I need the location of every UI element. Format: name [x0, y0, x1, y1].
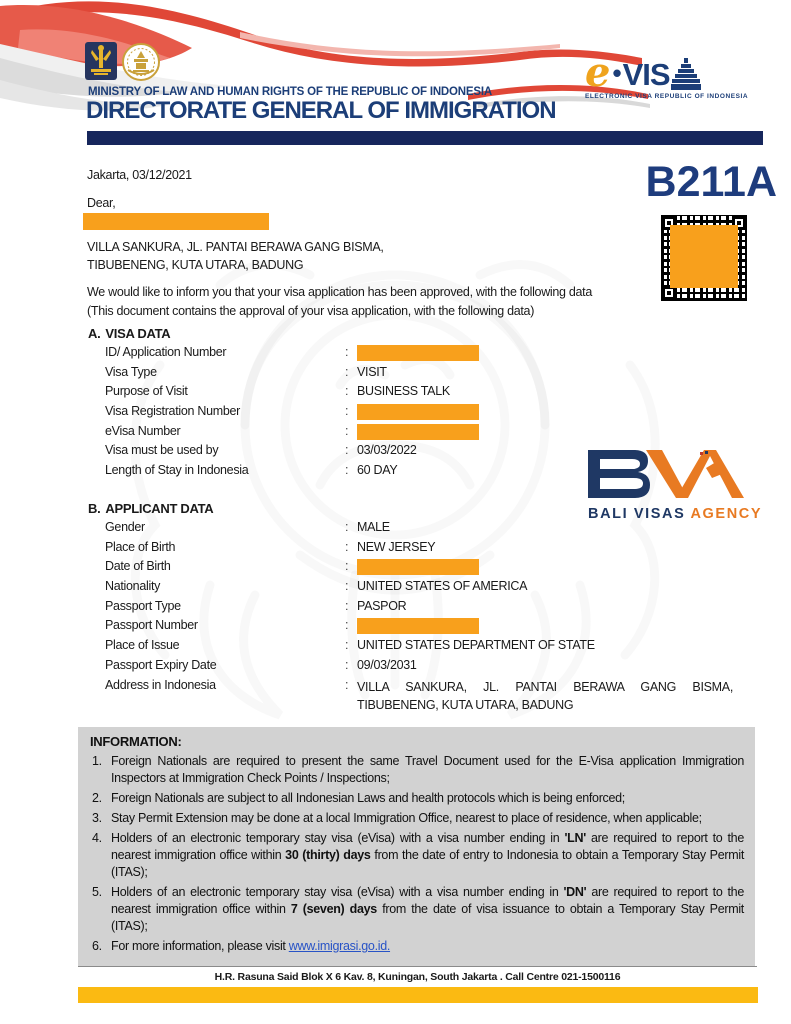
salutation: Dear, [87, 196, 116, 210]
applicant-data-rows [88, 520, 758, 715]
field-value: NEW JERSEY [357, 539, 436, 554]
field-label: Nationality [105, 579, 161, 594]
field-row-passport-expiry-date [88, 658, 758, 678]
field-label: Passport Type [105, 598, 181, 613]
information-text: Holders of an electronic temporary stay visa (eVisa) with a visa number ending in [111, 831, 565, 845]
evisa-logo-tagline: ELECTRONIC VISA REPUBLIC OF INDONESIA [585, 93, 749, 100]
field-row-passport-type [88, 599, 758, 619]
information-item-2 [90, 790, 744, 807]
visa-data-heading [88, 326, 758, 341]
intro-line2: (This document contains the approval of your visa application, with the following data) [87, 303, 535, 318]
field-colon: : [345, 638, 349, 653]
date-line: Jakarta, 03/12/2021 [87, 168, 192, 182]
evisa-logo-dot: • [612, 58, 622, 88]
intro-line1: We would like to inform you that your visa application has been approved, with the following data [87, 285, 593, 299]
information-item-number: 4. [92, 831, 102, 845]
section-letter: B. [88, 501, 101, 516]
information-item-4 [90, 830, 744, 881]
field-colon: : [345, 364, 349, 379]
field-label: Place of Issue [105, 638, 180, 653]
field-row-purpose-of-visit [88, 384, 758, 404]
information-text: from the date of entry to Indonesia to obtain a Temporary Stay Permit (ITAS); [111, 848, 745, 879]
field-label: Address in Indonesia [105, 677, 216, 692]
intro-paragraph [87, 283, 592, 320]
field-row-passport-number [88, 618, 758, 638]
field-row-gender [88, 520, 758, 540]
bva-text-accent: AGENCY [690, 506, 763, 522]
section-title: APPLICANT DATA [105, 501, 214, 516]
information-text: Foreign Nationals are required to present the same Travel Document used for the E-Visa application Immigration Inspectors at Immigration Check Points / Inspections; [111, 754, 744, 785]
bali-visas-agency-logo [588, 450, 763, 522]
information-bold-text: 7 (seven) days [290, 902, 377, 916]
information-heading: INFORMATION: [90, 734, 182, 749]
information-box [78, 727, 755, 967]
information-text: Stay Permit Extension may be done at a local Immigration Office, nearest to place of residence, when applicable; [111, 811, 702, 825]
visa-type-code: B211A [645, 158, 777, 206]
header-divider-bar [87, 131, 763, 145]
immigration-directorate-emblem [120, 42, 162, 82]
information-item-6 [90, 938, 744, 955]
field-colon: : [345, 345, 349, 359]
field-colon: : [345, 657, 349, 672]
footer-divider [78, 966, 757, 967]
field-colon: : [345, 423, 349, 438]
bva-logo-mark [588, 450, 748, 498]
field-label: Visa Type [105, 364, 157, 379]
redacted-value [357, 424, 479, 440]
field-row-nationality [88, 579, 758, 599]
field-value: VILLA SANKURA, JL. PANTAI BERAWA GANG BISMA, TIBUBENENG, KUTA UTARA, BADUNG [357, 679, 733, 712]
section-letter: A. [88, 326, 101, 341]
field-value: BUSINESS TALK [357, 384, 450, 399]
information-bold-text: 30 (thirty) days [285, 848, 371, 862]
field-row-visa-type [88, 365, 758, 385]
ministry-line: MINISTRY OF LAW AND HUMAN RIGHTS OF THE REPUBLIC OF INDONESIA [88, 86, 492, 98]
field-value: 60 DAY [357, 463, 398, 478]
recipient-address-line2: TIBUBENENG, KUTA UTARA, BADUNG [87, 258, 304, 272]
field-value [357, 559, 741, 575]
redacted-recipient-name [83, 213, 269, 230]
redacted-value [357, 404, 479, 420]
qr-code [661, 215, 747, 301]
field-colon: : [345, 539, 349, 554]
field-value: UNITED STATES OF AMERICA [357, 579, 528, 594]
field-colon: : [345, 443, 349, 458]
field-value [357, 404, 741, 420]
information-text: Foreign Nationals are subject to all Indonesian Laws and health protocols which is being enforced; [111, 791, 625, 805]
field-row-place-of-issue [88, 638, 758, 658]
information-item-number: 5. [92, 885, 102, 899]
recipient-address-line1: VILLA SANKURA, JL. PANTAI BERAWA GANG BISMA, [87, 240, 384, 254]
field-label: Purpose of Visit [105, 384, 188, 399]
field-colon: : [345, 677, 349, 692]
field-value: 09/03/2031 [357, 657, 417, 672]
field-value: UNITED STATES DEPARTMENT OF STATE [357, 638, 595, 653]
field-row-evisa-number [88, 424, 758, 444]
information-item-number: 6. [92, 939, 102, 953]
evisa-logo-vis: VIS [622, 57, 670, 92]
evisa-logo-e: e [585, 49, 611, 96]
field-colon: : [345, 384, 349, 399]
footer-gold-bar [78, 987, 758, 1003]
field-colon: : [345, 618, 349, 633]
field-label: Visa must be used by [105, 443, 219, 458]
field-label: Place of Birth [105, 539, 176, 554]
field-label: Gender [105, 520, 145, 534]
ministry-of-law-emblem [85, 42, 117, 80]
field-label: Length of Stay in Indonesia [105, 463, 249, 478]
field-row-address-in-indonesia [88, 678, 758, 715]
field-value: MALE [357, 520, 390, 534]
field-row-visa-registration-number [88, 404, 758, 424]
field-value: VISIT [357, 364, 387, 379]
field-value: 03/03/2022 [357, 443, 417, 458]
field-value [357, 618, 741, 634]
information-text: For more information, please visit [111, 939, 289, 953]
information-text: Holders of an electronic temporary stay visa (eVisa) with a visa number ending in [111, 885, 564, 899]
bva-logo-text [588, 506, 763, 522]
field-colon: : [345, 598, 349, 613]
information-bold-text: 'DN' [563, 885, 587, 899]
information-item-number: 1. [92, 754, 102, 768]
qr-finder-bottom-left [662, 286, 676, 300]
information-bold-text: 'LN' [564, 831, 586, 845]
footer-address: H.R. Rasuna Said Blok X 6 Kav. 8, Kuningan, South Jakarta . Call Centre 021-1500116 [214, 971, 621, 983]
section-title: VISA DATA [105, 326, 171, 341]
temple-icon [671, 58, 701, 90]
redacted-qr-overlay [670, 225, 738, 288]
redacted-value [357, 618, 479, 634]
field-colon: : [345, 520, 349, 534]
field-row-place-of-birth [88, 540, 758, 560]
bva-text-primary: BALI VISAS [588, 506, 686, 522]
information-text: are required to report to the nearest immigration office within [111, 831, 744, 862]
field-label: ID/ Application Number [105, 345, 227, 359]
evisa-logo [585, 49, 785, 100]
field-colon: : [345, 404, 349, 419]
applicant-data-section [88, 501, 758, 715]
information-item-1 [90, 753, 744, 787]
page-title: DIRECTORATE GENERAL OF IMMIGRATION [86, 97, 556, 124]
field-label: Visa Registration Number [105, 404, 240, 419]
information-item-number: 3. [92, 811, 102, 825]
field-value [357, 424, 741, 440]
field-colon: : [345, 559, 349, 574]
field-label: Passport Number [105, 618, 198, 633]
field-colon: : [345, 463, 349, 478]
recipient-address [87, 238, 384, 274]
field-row-date-of-birth [88, 559, 758, 579]
field-value [357, 345, 741, 361]
field-label: eVisa Number [105, 423, 181, 438]
redacted-value [357, 345, 479, 361]
information-text: from the date of visa issuance to obtain a Temporary Stay Permit (ITAS); [111, 902, 744, 933]
information-list [90, 753, 744, 955]
field-colon: : [345, 579, 349, 594]
field-row-id-application-number [88, 345, 758, 365]
imigrasi-website-link[interactable]: www.imigrasi.go.id. [288, 939, 391, 953]
redacted-value [357, 559, 479, 575]
field-label: Date of Birth [105, 559, 171, 574]
information-item-3 [90, 810, 744, 827]
field-value: PASPOR [357, 598, 407, 613]
field-label: Passport Expiry Date [105, 657, 217, 672]
information-text: are required to report to the nearest immigration office within [111, 885, 744, 916]
information-item-number: 2. [92, 791, 102, 805]
information-item-5 [90, 884, 744, 935]
